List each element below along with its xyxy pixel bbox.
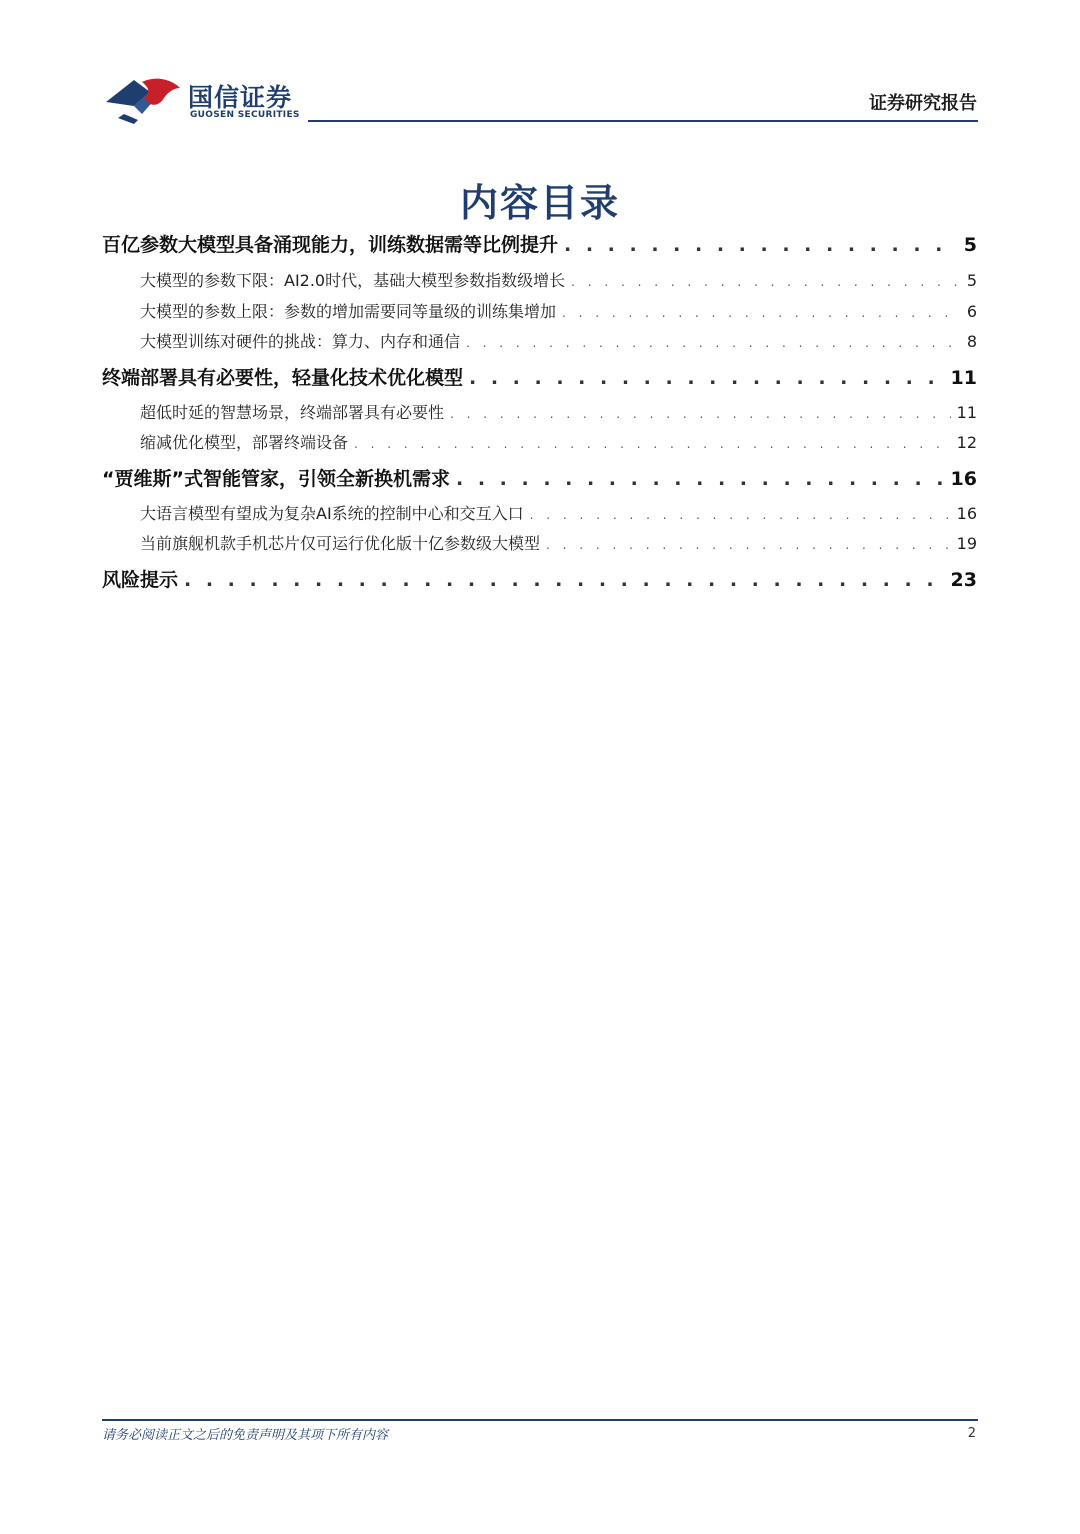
toc-entry[interactable] <box>102 565 977 592</box>
toc-entry-label: 风险提示 <box>102 569 179 591</box>
toc-entry-label: 大语言模型有望成为复杂AI系统的控制中心和交互入口 <box>140 504 524 523</box>
toc-entry-label: 超低时延的智慧场景，终端部署具有必要性 <box>140 403 445 422</box>
toc-entry[interactable] <box>102 230 977 257</box>
dot-leader <box>450 407 951 421</box>
toc-entry-page: 11 <box>950 367 977 389</box>
toc-entry-label: 当前旗舰机款手机芯片仅可运行优化版十亿参数级大模型 <box>140 534 541 553</box>
footer-disclaimer: 请务必阅读正文之后的免责声明及其项下所有内容 <box>102 1428 389 1443</box>
toc-entry-page: 23 <box>950 569 977 591</box>
toc-entry-page: 5 <box>966 271 977 290</box>
dot-leader <box>571 275 957 289</box>
brand-name-en: GUOSEN SECURITIES <box>190 110 300 120</box>
dot-leader <box>184 569 945 591</box>
toc-entry-label: 缩减优化模型，部署终端设备 <box>140 433 349 452</box>
toc-entry-label: 大模型的参数上限：参数的增加需要同等量级的训练集增加 <box>140 302 557 321</box>
dot-leader <box>456 468 945 490</box>
toc-entry[interactable] <box>102 464 977 491</box>
toc-entry-label: 大模型的参数下限：AI2.0时代，基础大模型参数指数级增长 <box>140 271 566 290</box>
header-divider <box>308 120 978 122</box>
toc-entry-page: 6 <box>966 302 977 321</box>
dot-leader <box>546 538 951 552</box>
toc-entry[interactable] <box>102 299 977 322</box>
toc-entry[interactable] <box>102 531 977 554</box>
guosen-logo-icon <box>104 76 182 126</box>
dot-leader <box>530 508 951 522</box>
toc-entry-label: “贾维斯”式智能管家，引领全新换机需求 <box>102 468 450 490</box>
brand-name-cn: 国信证券 <box>188 83 293 112</box>
toc-entry[interactable] <box>102 501 977 524</box>
toc-entry-page: 19 <box>956 534 977 553</box>
page-number: 2 <box>967 1426 976 1441</box>
toc-entry-page: 16 <box>950 468 977 490</box>
toc-entry-label: 大模型训练对硬件的挑战：算力、内存和通信 <box>140 332 461 351</box>
report-type-label: 证券研究报告 <box>869 93 977 114</box>
toc-entry[interactable] <box>102 400 977 423</box>
toc-entry[interactable] <box>102 329 977 352</box>
toc-entry-label: 终端部署具有必要性，轻量化技术优化模型 <box>102 367 464 389</box>
toc-entry-label: 百亿参数大模型具备涌现能力，训练数据需等比例提升 <box>102 234 559 256</box>
toc-entry-page: 12 <box>956 433 977 452</box>
dot-leader <box>564 234 957 256</box>
toc-entry[interactable] <box>102 363 977 390</box>
toc-title: 内容目录 <box>459 181 620 225</box>
brand-logo <box>104 76 304 128</box>
toc-entry[interactable] <box>102 430 977 453</box>
dot-leader <box>466 336 957 350</box>
toc-entry[interactable] <box>102 268 977 291</box>
dot-leader <box>562 306 957 320</box>
dot-leader <box>354 437 951 451</box>
toc-entry-page: 5 <box>963 234 977 256</box>
toc-entry-page: 16 <box>956 504 977 523</box>
toc-entry-page: 11 <box>956 403 977 422</box>
dot-leader <box>469 367 945 389</box>
footer-divider <box>102 1419 978 1421</box>
toc-entry-page: 8 <box>966 332 977 351</box>
